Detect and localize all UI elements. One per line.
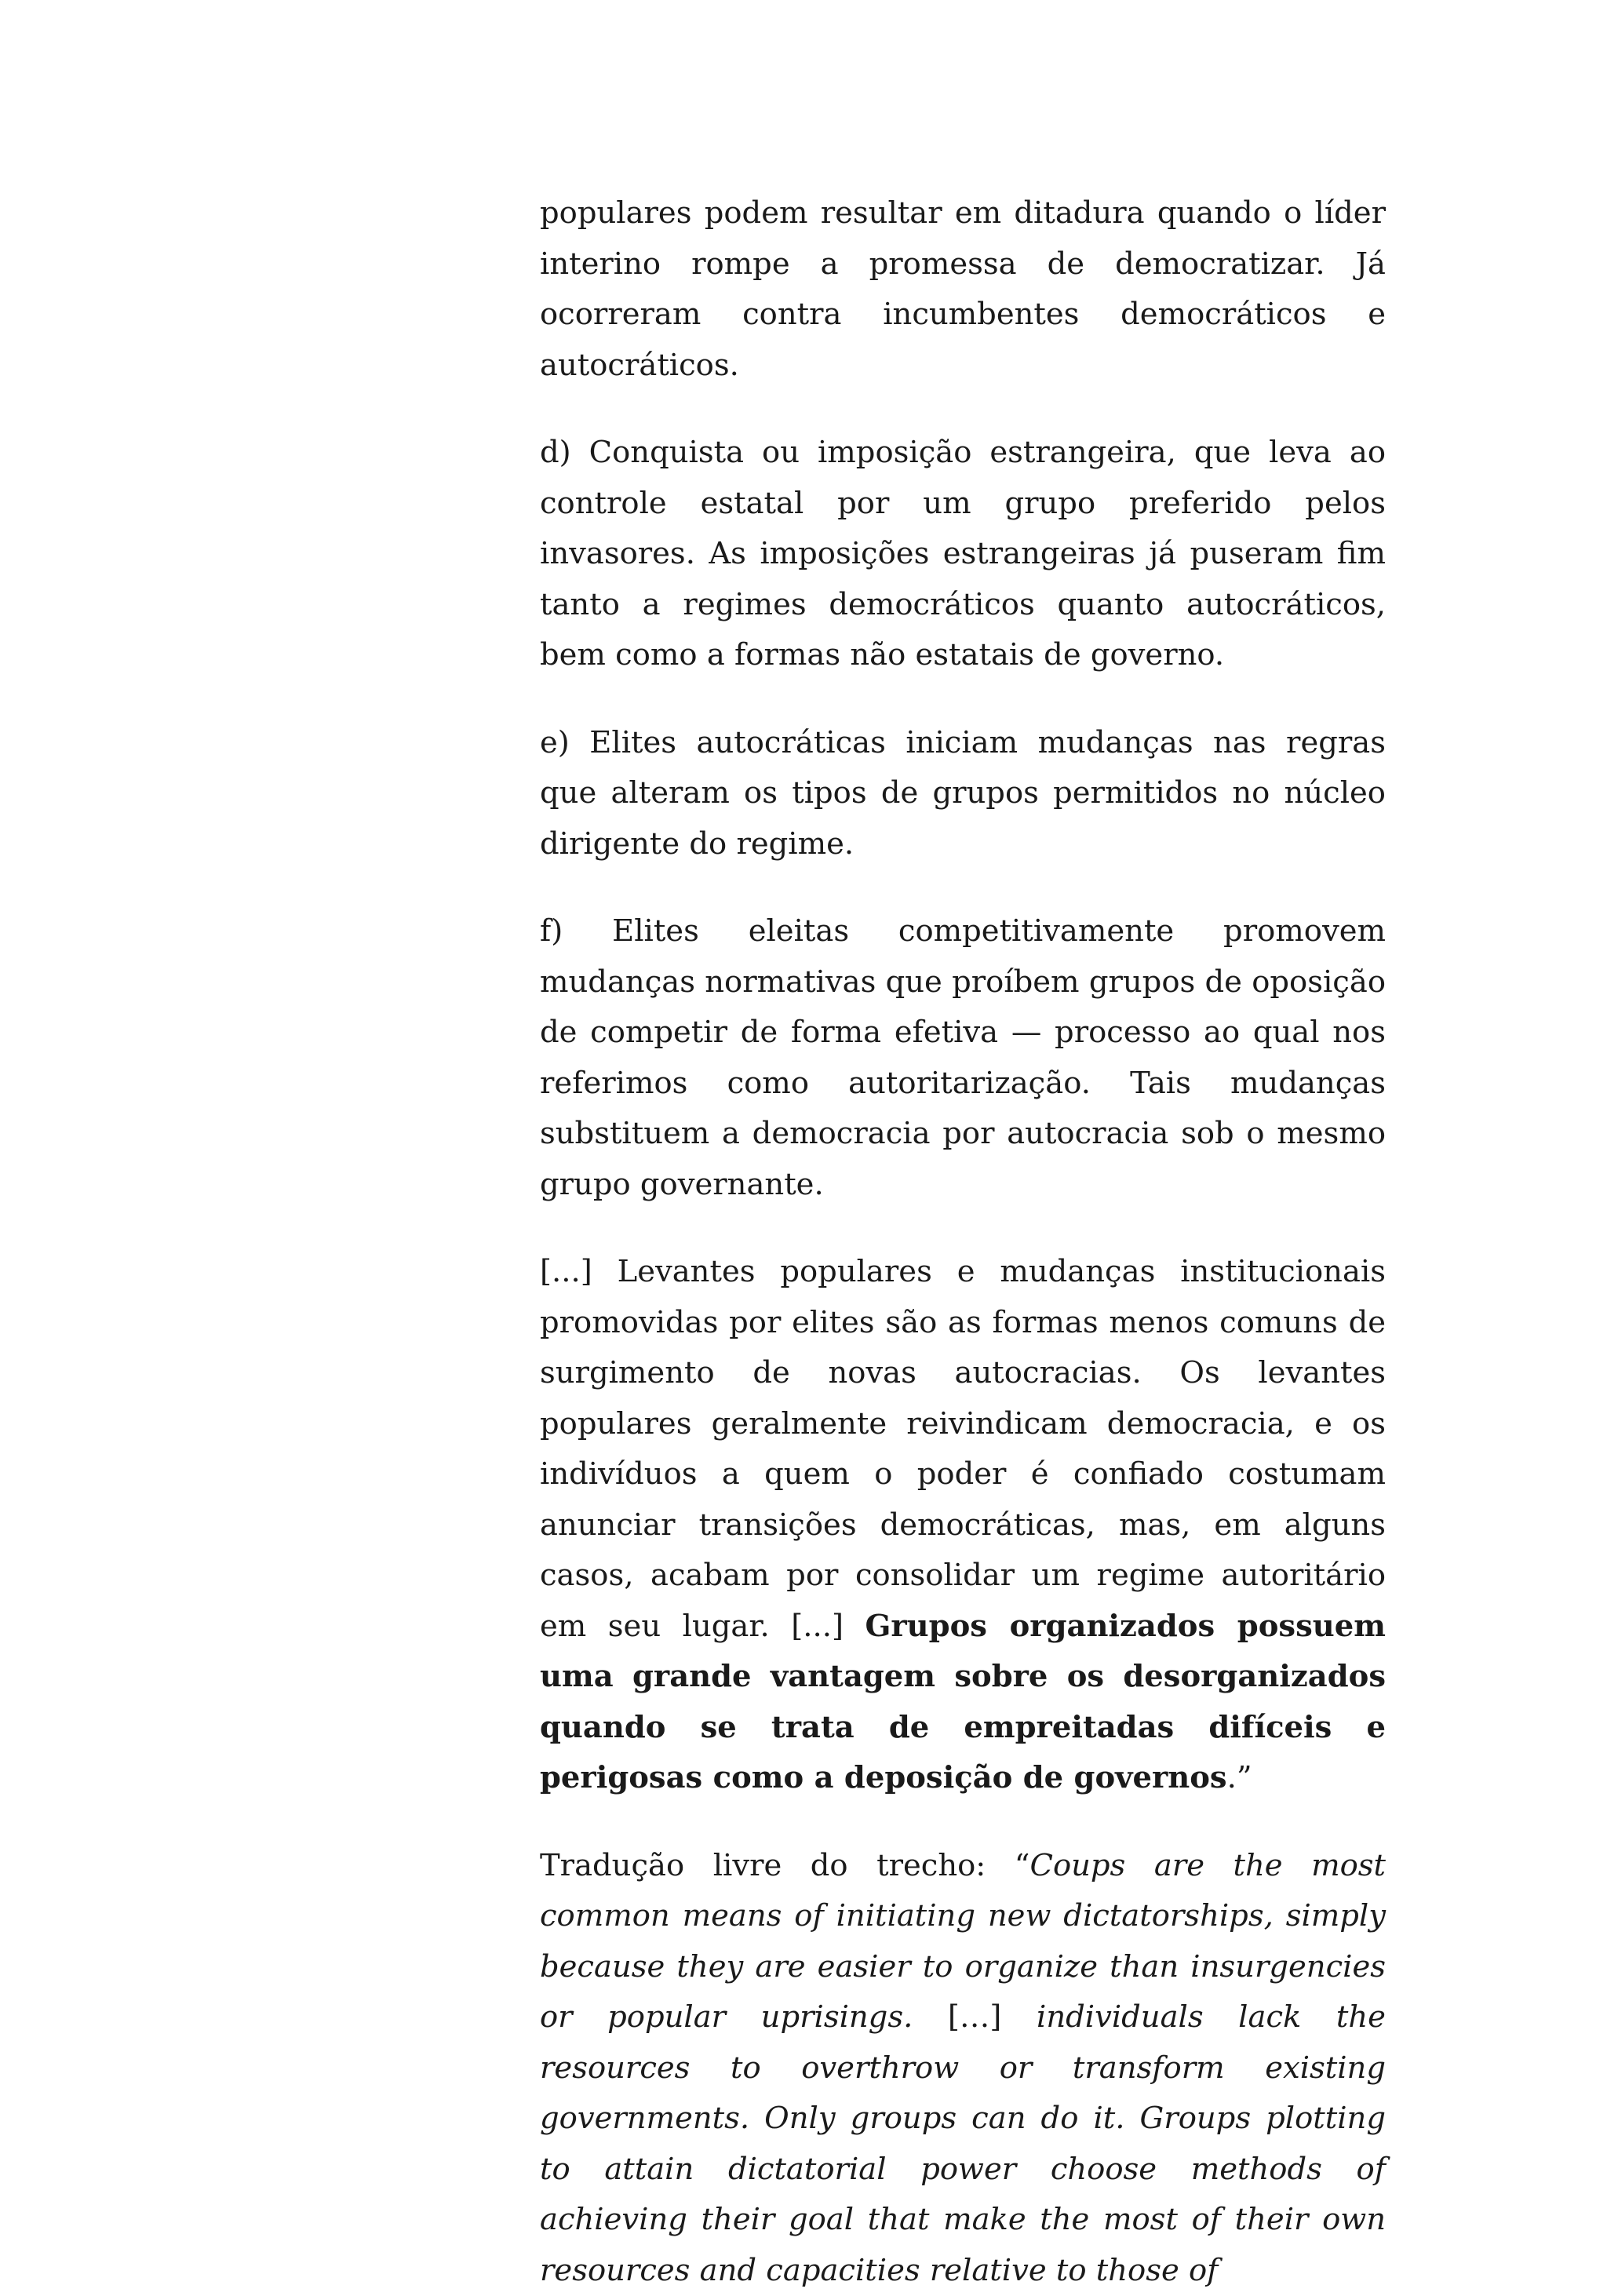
bold-emphasis-text: Grupos organizados possuem uma grande vantagem sobre os desorganizados quando se trata de empreitadas difíceis e perigosas como a deposição de governos: [540, 1609, 1386, 1796]
paragraph-autocratic-elites: [540, 718, 1386, 870]
paragraph-text: populares podem resultar em ditadura quando o líder interino rompe a promessa de democratizar. Já ocorreram contra incumbentes democráticos e autocráticos.: [540, 195, 1386, 383]
paragraph-foreign-imposition: [540, 428, 1386, 681]
paragraph-popular-uprisings-continuation: [540, 188, 1386, 391]
paragraph-uprisings-summary: [540, 1247, 1386, 1804]
paragraph-text: e) Elites autocráticas iniciam mudanças nas regras que alteram os tipos de grupos permitidos no núcleo dirigente do regime.: [540, 725, 1386, 862]
ellipsis-marker: […]: [913, 1999, 1037, 2035]
paragraph-text: [...] Levantes populares e mudanças institucionais promovidas por elites são as formas menos comuns de surgimento de novas autocracias. Os levantes populares geralmente reivindicam democracia, e os indivíduos a quem o poder é confiado costumam anunciar transições democráticas, mas, em alguns casos, acabam por consolidar um regime autoritário em seu lugar. [...]: [540, 1254, 1386, 1644]
text-column: [540, 188, 1386, 2296]
translation-lead: Tradução livre do trecho: “: [540, 1848, 1029, 1883]
paragraph-translation-note: [540, 1841, 1386, 2296]
quoted-english-text: Coups are the most common means of initiating new dictatorships, simply because they are easier to organize than insurgencies or popular uprisings.: [540, 1848, 1386, 2035]
paragraph-text: f) Elites eleitas competitivamente promovem mudanças normativas que proíbem grupos de oposição de competir de forma efetiva — processo ao qual nos referimos como autoritarização. Tais mudanças substituem a democracia por autocracia sob o mesmo grupo governante.: [540, 913, 1386, 1202]
paragraph-text: d) Conquista ou imposição estrangeira, que leva ao controle estatal por um grupo preferido pelos invasores. As imposições estrangeiras já puseram fim tanto a regimes democráticos quanto autocráticos, bem como a formas não estatais de governo.: [540, 435, 1386, 672]
quoted-english-text: individuals lack the resources to overthrow or transform existing governments. Only groups can do it. Groups plotting to attain dictatorial power choose methods of achieving their goal that make the most of their own resources and capacities relative to those of: [540, 1999, 1386, 2288]
paragraph-elected-elites: [540, 906, 1386, 1210]
closing-quote: .”: [1227, 1760, 1252, 1795]
